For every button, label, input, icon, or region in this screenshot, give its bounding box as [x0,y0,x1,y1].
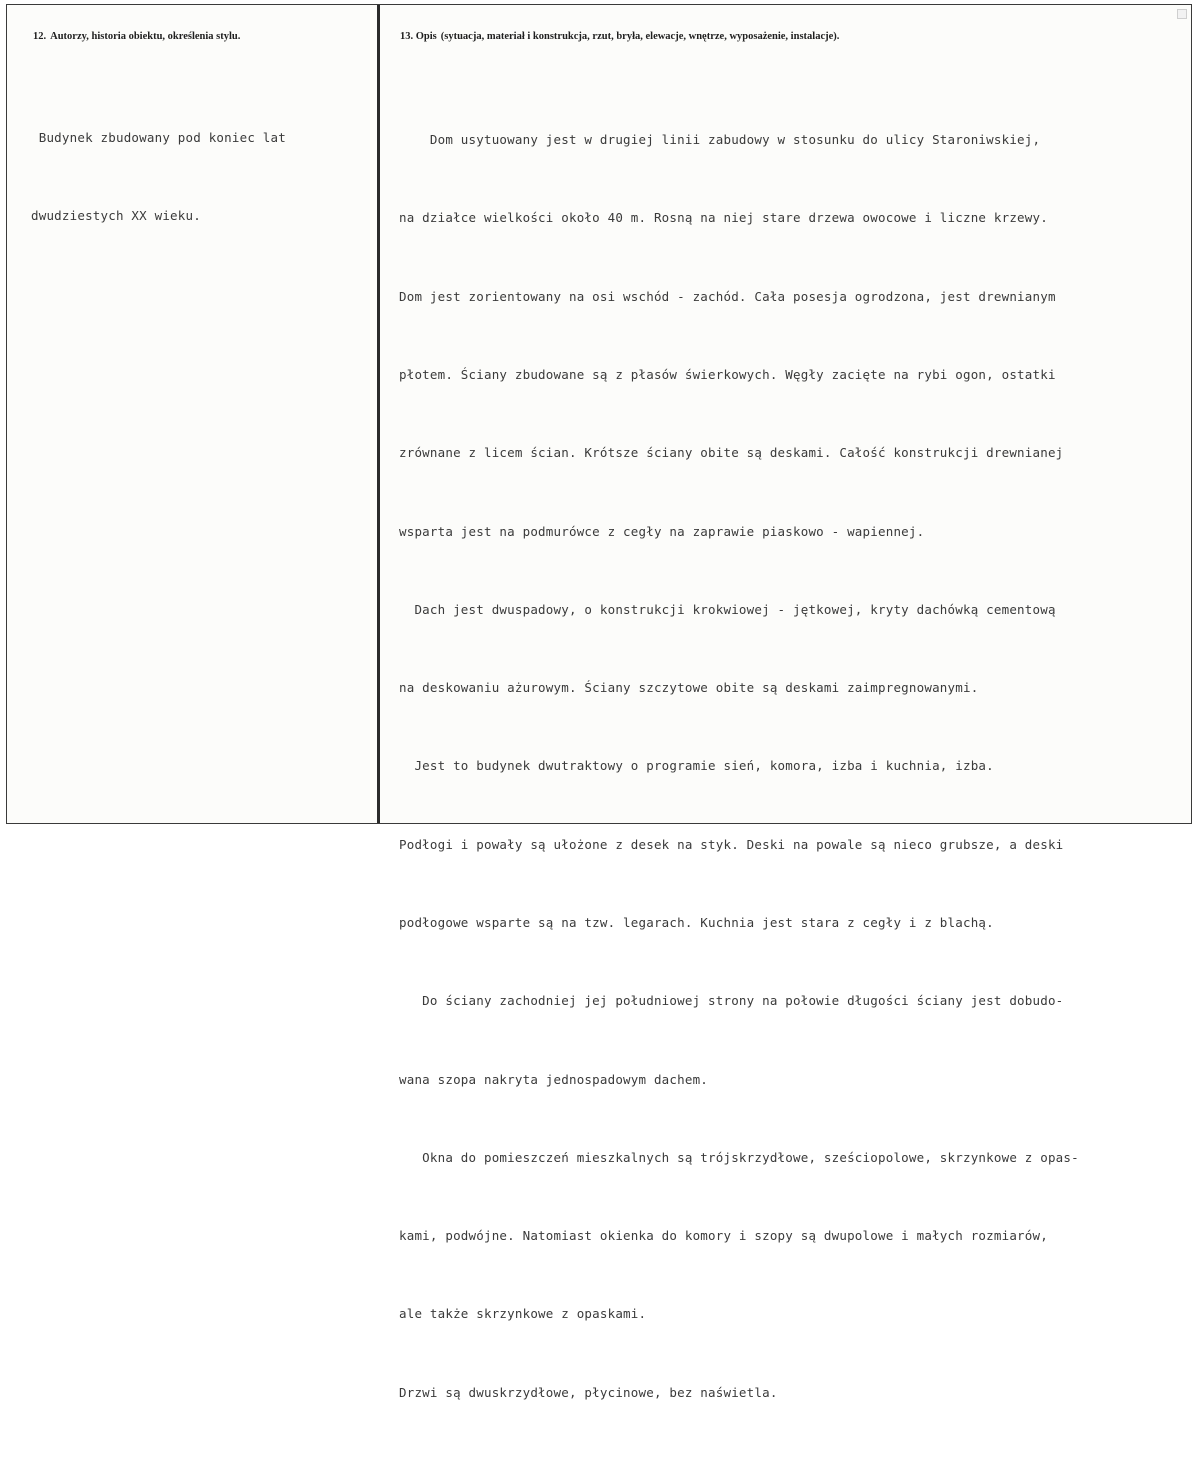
body-line: Okna do pomieszczeń mieszkalnych są trójskrzydłowe, sześciopolowe, skrzynkowe z opas- [399,1149,1079,1165]
section-12-header [33,31,240,42]
body-line: płotem. Ściany zbudowane są z płasów świerkowych. Węgły zacięte na rybi ogon, ostatki [399,367,1056,383]
body-line: na działce wielkości około 40 m. Rosną na niej stare drzewa owocowe i liczne krzewy. [399,210,1048,226]
body-line: dwudziestych XX wieku. [31,208,201,224]
section-12-number: 12. [33,31,47,42]
section-13-number: 13. Opis [400,31,437,42]
section-13-header [400,31,839,42]
body-line: kami, podwójne. Natomiast okienka do komory i szopy są dwupolowe i małych rozmiarów, [399,1228,1048,1244]
corner-mark [1177,9,1187,19]
body-line: Podłogi i powały są ułożone z desek na styk. Deski na powale są nieco grubsze, a deski [399,836,1064,852]
document-sheet [6,4,1192,1400]
body-line: ale także skrzynkowe z opaskami. [399,1306,647,1322]
body-line: zrównane z licem ścian. Krótsze ściany obite są deskami. Całość konstrukcji drewnianej [399,445,1064,461]
body-line: na deskowaniu ażurowym. Ściany szczytowe obite są deskami zaimpregnowanymi. [399,680,979,696]
body-line: Jest to budynek dwutraktowy o programie sień, komora, izba i kuchnia, izba. [399,758,994,774]
body-line: Dom jest zorientowany na osi wschód - zachód. Cała posesja ogrodzona, jest drewnianym [399,288,1056,304]
body-line: Dom usytuowany jest w drugiej linii zabudowy w stosunku do ulicy Staroniwskiej, [399,132,1041,148]
section-13-body [399,75,1079,1458]
body-line: Do ściany zachodniej jej południowej strony na połowie długości ściany jest dobudo- [399,993,1064,1009]
section-12-title: Autorzy, historia obiektu, określenia stylu. [50,31,241,42]
section-13-title: (sytuacja, materiał i konstrukcja, rzut, bryła, elewacje, wnętrze, wyposażenie, instalacje). [440,31,840,42]
body-line: Dach jest dwuspadowy, o konstrukcji krokwiowej - jętkowej, kryty dachówką cementową [399,601,1056,617]
body-line: wsparta jest na podmurówce z cegły na zaprawie piaskowo - wapiennej. [399,523,925,539]
body-line: wana szopa nakryta jednospadowym dachem. [399,1071,709,1087]
section-12-body [31,73,286,282]
body-line: Budynek zbudowany pod koniec lat [31,130,286,146]
column-divider [377,5,380,823]
body-line: podłogowe wsparte są na tzw. legarach. Kuchnia jest stara z cegły i z blachą. [399,915,994,930]
body-line: Drzwi są dwuskrzydłowe, płycinowe, bez naświetla. [399,1384,778,1400]
